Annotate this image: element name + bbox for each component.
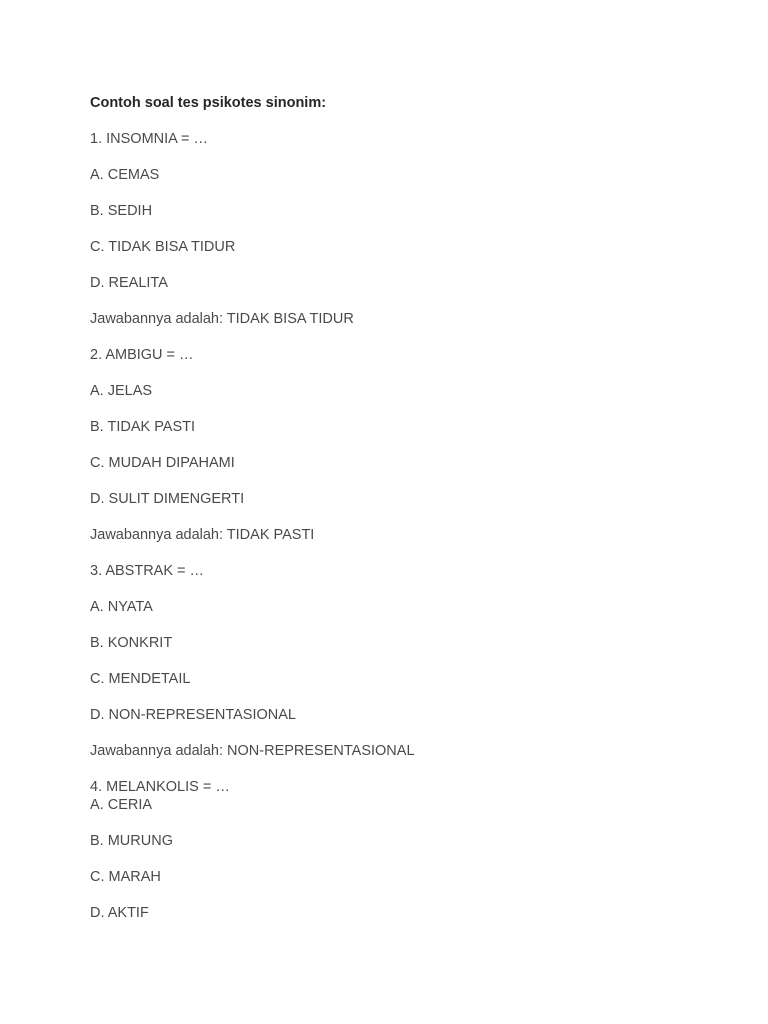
- question-2-answer: Jawabannya adalah: TIDAK PASTI: [90, 527, 315, 543]
- question-4: 4. MELANKOLIS = …: [90, 779, 230, 795]
- question-3-option-d: D. NON-REPRESENTASIONAL: [90, 707, 296, 723]
- question-3-option-a: A. NYATA: [90, 599, 153, 615]
- question-4-option-a: A. CERIA: [90, 797, 153, 813]
- question-2-option-b: B. TIDAK PASTI: [90, 419, 196, 435]
- question-4-option-d: D. AKTIF: [90, 905, 149, 921]
- question-1-option-c: C. TIDAK BISA TIDUR: [90, 239, 236, 255]
- question-2-option-d: D. SULIT DIMENGERTI: [90, 491, 245, 507]
- question-1-option-a: A. CEMAS: [90, 167, 160, 183]
- question-1: 1. INSOMNIA = …: [90, 131, 209, 147]
- question-2-option-c: C. MUDAH DIPAHAMI: [90, 455, 235, 471]
- question-4-option-c: C. MARAH: [90, 869, 161, 885]
- question-4-option-b: B. MURUNG: [90, 833, 173, 849]
- question-2-option-a: A. JELAS: [90, 383, 153, 399]
- question-1-option-b: B. SEDIH: [90, 203, 153, 219]
- document-title: Contoh soal tes psikotes sinonim:: [90, 95, 327, 111]
- document-content: [90, 94, 690, 922]
- question-1-option-d: D. REALITA: [90, 275, 168, 291]
- question-2: 2. AMBIGU = …: [90, 347, 194, 363]
- question-1-answer: Jawabannya adalah: TIDAK BISA TIDUR: [90, 311, 354, 327]
- question-3-answer: Jawabannya adalah: NON-REPRESENTASIONAL: [90, 743, 415, 759]
- question-3-option-c: C. MENDETAIL: [90, 671, 191, 687]
- question-3: 3. ABSTRAK = …: [90, 563, 205, 579]
- question-3-option-b: B. KONKRIT: [90, 635, 173, 651]
